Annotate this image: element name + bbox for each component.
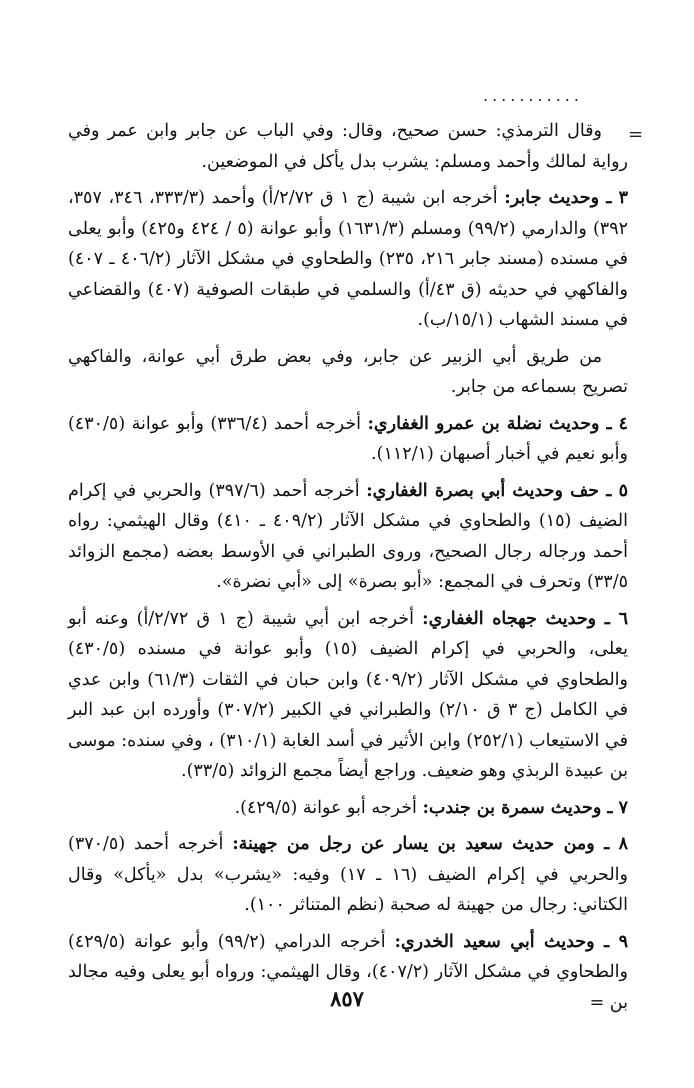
paragraph-body: أخرجه ابن أبي شيبة (ج ١ ق ٢/٧٢/أ) وعنه أبو يعلى، والحربي في إكرام الضيف (١٥) وأبو عوانة في مسنده (٤٣٠/٥) والطحاوي في مشكل الآثار (٤٠٩/٢) وابن حبان في الثقات (٦١/٣) وابن عدي في الكامل (ج ٣ ق ٢/١٠) والطبراني في الكبير (٣٠٧/٢) وأورده ابن عبد البر في الاستيعاب (٢٥٢/١) وابن الأثير في أسد الغابة (٣١٠/١) ، وفي سنده: موسى بن عبيدة الربذي وهو ضعيف. وراجع أيضاً مجمع الزوائد (٣٣/٥). — [68, 608, 628, 781]
paragraph-lead: ٤ ـ وحديث نضلة بن عمرو الغفاري: — [367, 413, 628, 434]
header-dots: ........... — [483, 86, 583, 105]
footnote-text — [68, 116, 628, 1024]
paragraph-samura — [68, 793, 628, 824]
paragraph-lead: ٦ ـ وحديث جهجاه الغفاري: — [422, 608, 628, 629]
paragraph-lead: ٣ ـ وحديث جابر: — [504, 188, 628, 208]
paragraph-said-ibn-yasar — [68, 829, 628, 921]
paragraph-body: من طريق أبي الزبير عن جابر، وفي بعض طرق أبي عوانة، والفاكهي تصريح بسماعه من جابر. — [68, 346, 628, 397]
paragraph-tirmidhi — [68, 116, 628, 177]
paragraph-lead: ٥ ـ حف وحديث أبي بصرة الغفاري: — [366, 480, 628, 501]
paragraph-lead: ٨ ـ ومن حديث سعيد بن يسار عن رجل من جهينة: — [232, 834, 628, 854]
paragraph-body: أخرجه أحمد (٣٧٠/٥) والحربي في إكرام الضيف (١٦ ـ ١٧) وفيه: «يشرب» بدل «يأكل» وقال الكتاني: رجال من جهينة له صحبة (نظم المتناثر ١٠٠). — [68, 834, 628, 915]
paragraph-body: أخرجه أحمد (٣٩٧/٦) والحربي في إكرام الضيف (١٥) والطحاوي في مشكل الآثار (٤٠٩/٢ ـ ٤١٠) وقال الهيثمي: رواه أحمد ورجاله رجال الصحيح، وروى الطبراني في الأوسط بعضه (مجمع الزوائد ٣٣/٥) وتحرف في المجمع: «أبو بصرة» إلى «أبي نضرة». — [68, 480, 628, 592]
paragraph-body: أخرجه ابن شيبة (ج ١ ق ٢/٧٢/أ) وأحمد (٣٣٣/٣، ٣٤٦، ٣٥٧، ٣٩٢) والدارمي (٩٩/٢) ومسلم (١٦٣١/٣) وأبو عوانة (٥ / ٤٢٤ و٤٢٥) وأبو يعلى في مسنده (مسند جابر ٢١٦، ٢٣٥) والطحاوي في مشكل الآثار (٤٠٦/٢ ـ ٤٠٧) والفاكهي في حديثه (ق ٤٣/أ) والسلمي في طبقات الصوفية (٤٠٧) والقضاعي في مسند الشهاب (١٥/١/ب). — [68, 188, 628, 330]
paragraph-body: أخرجه أحمد (٣٣٦/٤) وأبو عوانة (٤٣٠/٥) وأبو نعيم في أخبار أصبهان (١١٢/١). — [68, 413, 628, 464]
paragraph-lead: ٧ ـ وحديث سمرة بن جندب: — [422, 797, 628, 818]
paragraph-lead: ٩ ـ وحديث أبي سعيد الخدري: — [394, 931, 628, 952]
paragraph-jahjah — [68, 604, 628, 787]
paragraph-jabir — [68, 183, 628, 336]
continuation-mark: = — [628, 124, 644, 145]
paragraph-body: أخرجه أبو عوانة (٤٢٩/٥). — [234, 797, 423, 818]
page-number: ٨٥٧ — [330, 986, 364, 1011]
paragraph-nadla — [68, 409, 628, 470]
paragraph-abu-zubayr — [68, 342, 628, 403]
paragraph-abu-basra — [68, 476, 628, 598]
paragraph-body: وقال الترمذي: حسن صحيح، وقال: وفي الباب عن جابر وابن عمر وفي رواية لمالك وأحمد ومسلم: يشرب بدل يأكل في الموضعين. — [68, 121, 628, 172]
paragraph-body: أخرجه الدرامي (٩٩/٢) وأبو عوانة (٤٢٩/٥) والطحاوي في مشكل الآثار (٤٠٧/٢)، وقال الهيثمي: ورواه أبو يعلى وفيه مجالد بن = — [68, 931, 628, 1013]
